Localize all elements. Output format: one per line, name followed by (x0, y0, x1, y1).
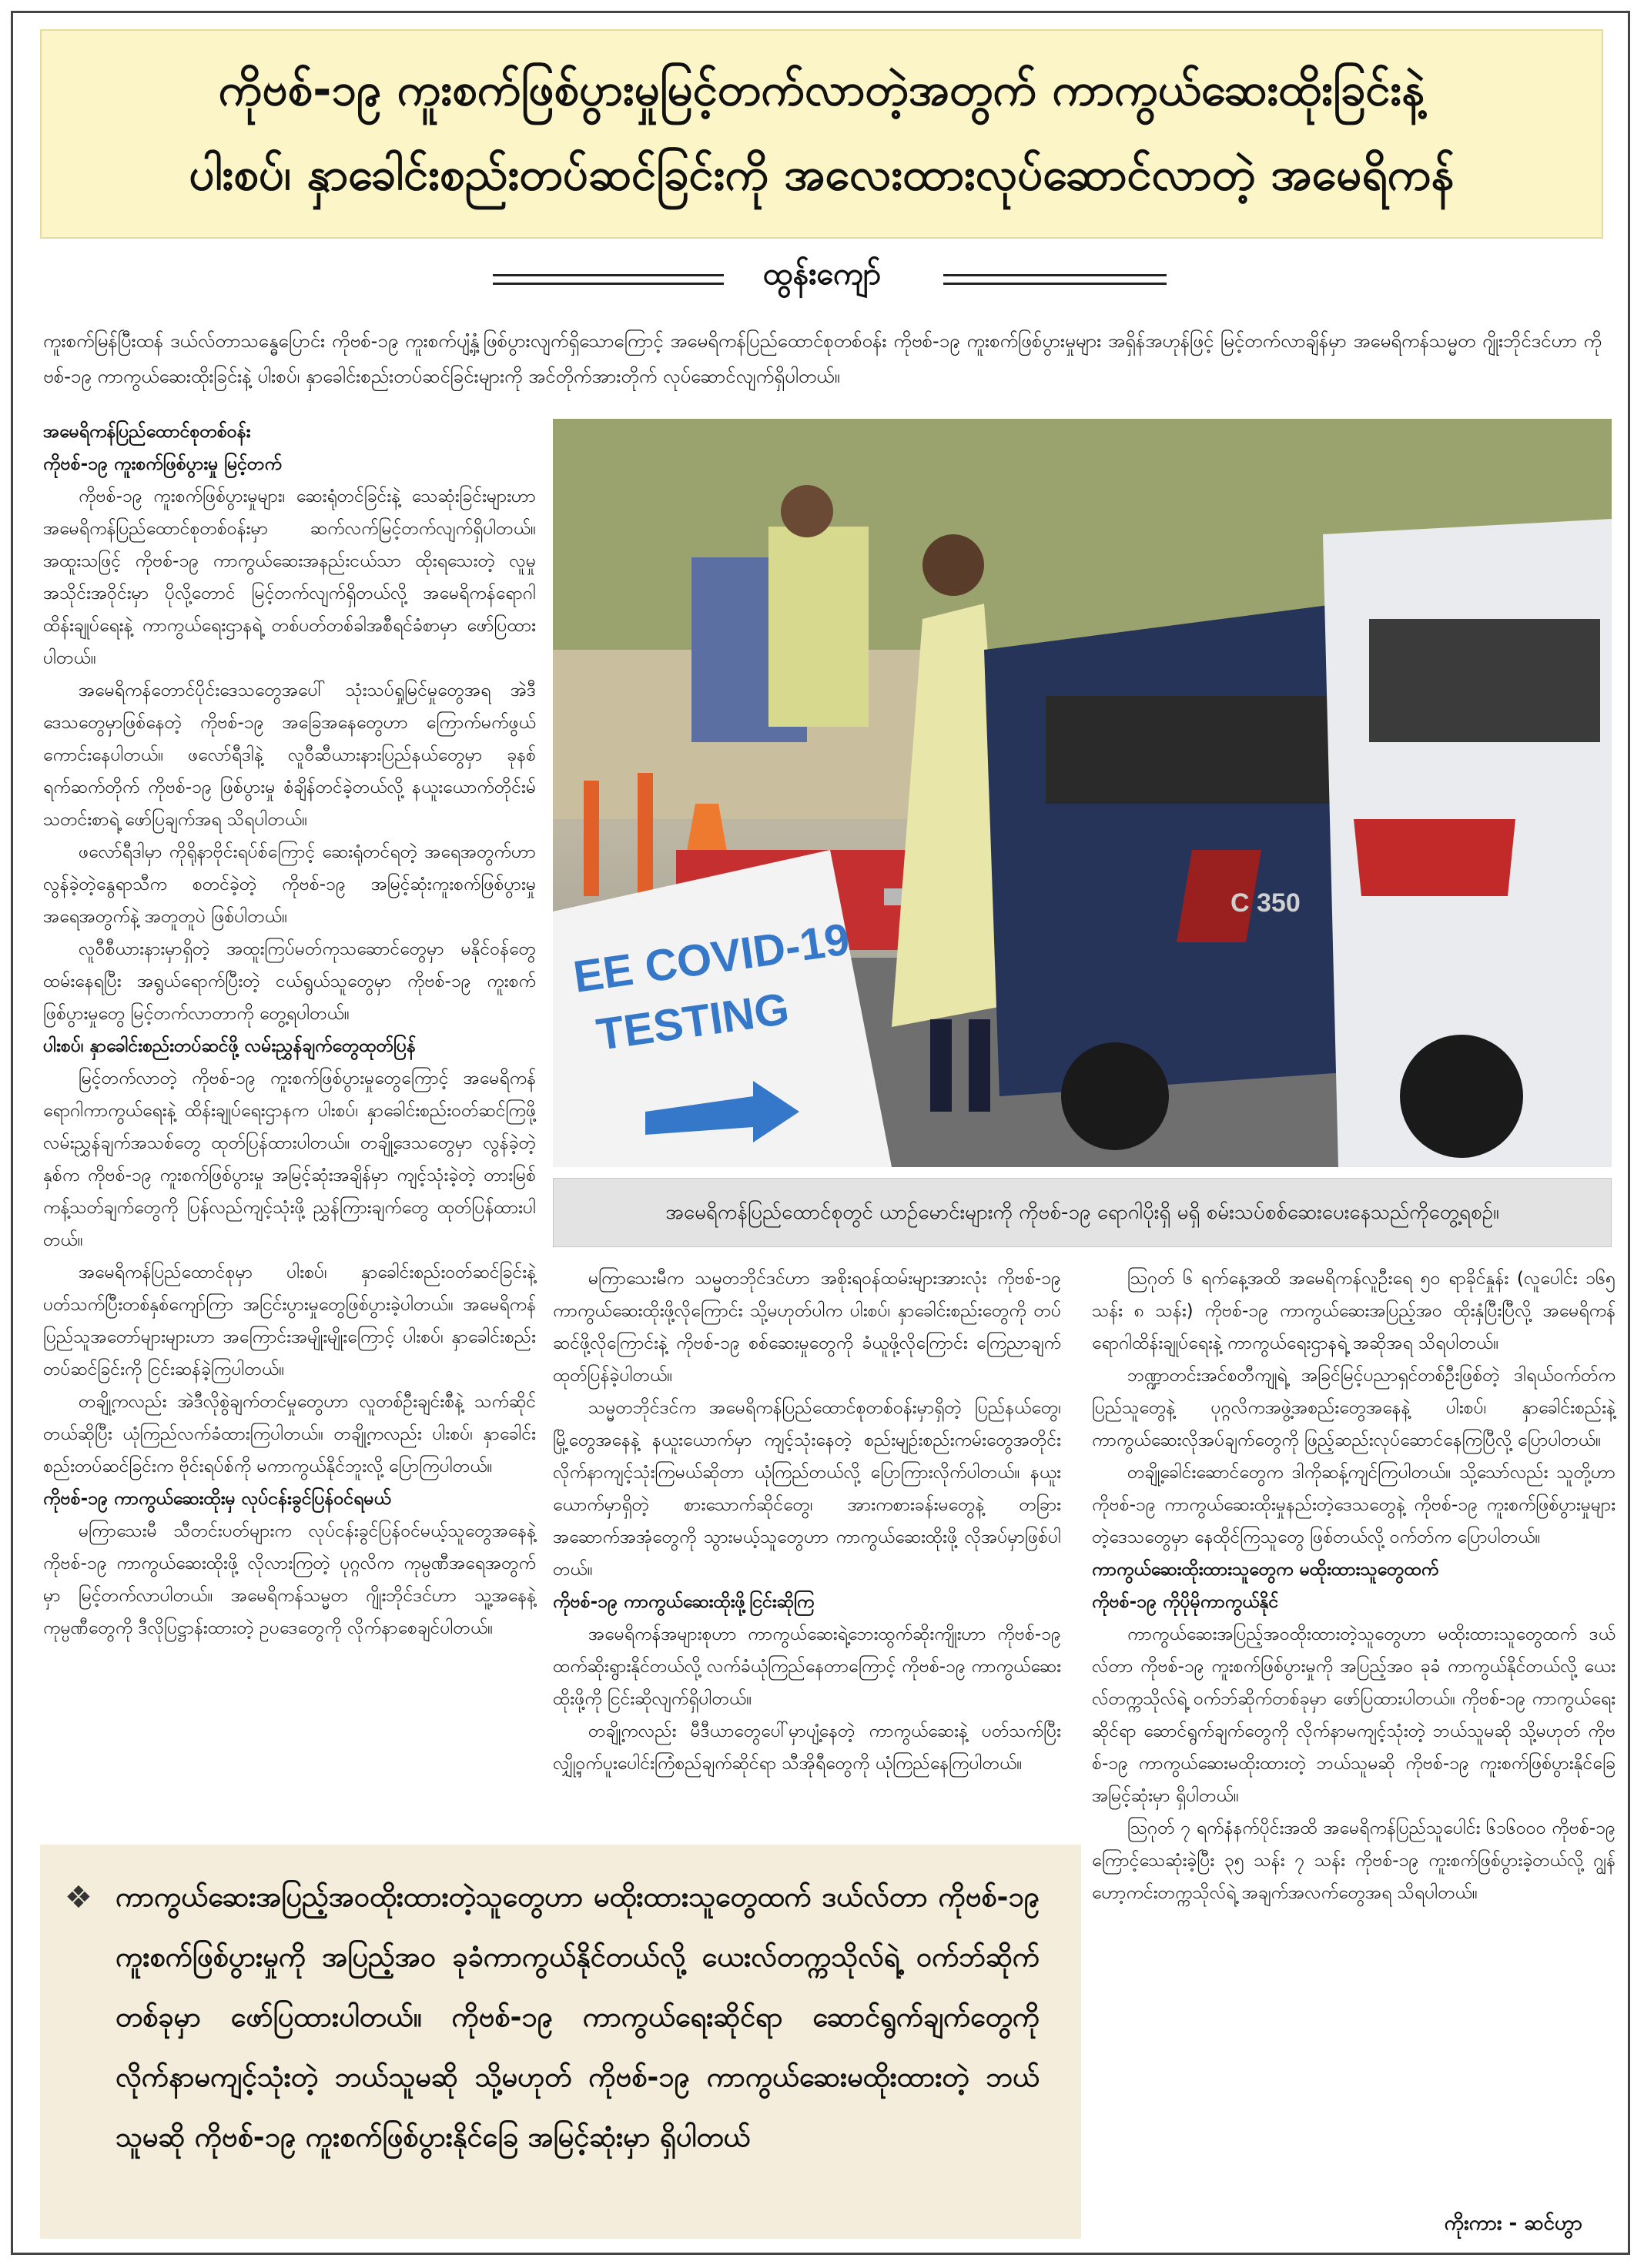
paragraph: တချို့ကလည်း အဲဒီလိုစွဲချက်တင်မှုတွေဟာ လူတစ်ဦးချင်းစီနဲ့ သက်ဆိုင်တယ်ဆိုပြီး ယုံကြည်လက်ခံထားကြပါတယ်။ တချို့ကလည်း ပါးစပ်၊ နှာခေါင်းစည်းတပ်ဆင်ခြင်းက ဗိုင်းရပ်စ်ကို မကာကွယ်နိုင်ဘူးလို့ ပြောကြပါတယ်။ (43, 1392, 536, 1477)
photo-caption: အမေရိကန်ပြည်ထောင်စုတွင် ယာဉ်မောင်းများကို ကိုဗစ်-၁၉ ရောဂါပိုးရှိ မရှိ စမ်းသပ်စစ်ဆေးပေးနေသည်ကိုတွေ့ရစဉ်။ (553, 1178, 1612, 1247)
paragraph: မကြာသေးမီ သီတင်းပတ်များက လုပ်ငန်းခွင်ပြန်ဝင်မယ့်သူတွေအနေနဲ့ ကိုဗစ်-၁၉ ကာကွယ်ဆေးထိုးဖို့ လိုလားကြတဲ့ ပုဂ္ဂလိက ကုမ္ပဏီအရေအတွက်မှာ မြင့်တက်လာပါတယ်။ အမေရိကန်သမ္မတ ဂျိုးဘိုင်ဒင်ဟာ သူ့အနေနဲ့ ကုမ္ပဏီတွေကို ဒီလိုပြဋ္ဌာန်းထားတဲ့ ဥပဒေတွေကို လိုက်နာစေချင်ပါတယ်။ (43, 1521, 536, 1638)
byline-rule-right (943, 274, 1167, 285)
right-column (1092, 1263, 1616, 1909)
paragraph: မြင့်တက်လာတဲ့ ကိုဗစ်-၁၉ ကူးစက်ဖြစ်ပွားမှုတွေကြောင့် အမေရိကန်ရောဂါကာကွယ်ရေးနဲ့ ထိန်းချုပ်ရေးဌာနက ပါးစပ်၊ နှာခေါင်းစည်းဝတ်ဆင်ကြဖို့ လမ်းညွှန်ချက်အသစ်တွေ ထုတ်ပြန်ထားပါတယ်။ တချို့ဒေသတွေမှာ လွန်ခဲ့တဲ့နှစ်က ကိုဗစ်-၁၉ ကူးစက်ဖြစ်ပွားမှု အမြင့်ဆုံးအချိန်မှာ ကျင့်သုံးခဲ့တဲ့ တားမြစ်ကန့်သတ်ချက်တွေကို ပြန်လည်ကျင့်သုံးဖို့ ညွှန်ကြားချက်တွေ ထုတ်ပြန်ထားပါတယ်။ (43, 1069, 536, 1250)
paragraph: တချို့ကလည်း မီဒီယာတွေပေါ်မှာပျံ့နေတဲ့ ကာကွယ်ဆေးနဲ့ ပတ်သက်ပြီး လျှို့ဝှက်ပူးပေါင်းကြံစည်ချက်ဆိုင်ရာ သီအိုရီတွေကို ယုံကြည်နေကြပါတယ်။ (553, 1721, 1061, 1774)
diamond-bullet-icon: ❖ (65, 1880, 92, 1915)
paragraph: တချို့ခေါင်းဆောင်တွေက ဒါကိုဆန့်ကျင်ကြပါတယ်။ သို့သော်လည်း သူတို့ဟာ ကိုဗစ်-၁၉ ကာကွယ်ဆေးထိုးမှုနည်းတဲ့ဒေသတွေနဲ့ ကိုဗစ်-၁၉ ကူးစက်ဖြစ်ပွားမှုများတဲ့ဒေသတွေမှာ နေထိုင်ကြသူတွေ ဖြစ်တယ်လို့ ဝက်တ်က ပြောပါတယ်။ (1092, 1463, 1616, 1547)
paragraph: အမေရိကန်ပြည်ထောင်စုမှာ ပါးစပ်၊ နှာခေါင်းစည်းဝတ်ဆင်ခြင်းနဲ့ပတ်သက်ပြီးတစ်နှစ်ကျော်ကြာ အငြင်းပွားမှုတွေဖြစ်ပွားခဲ့ပါတယ်။ အမေရိကန်ပြည်သူအတော်များများဟာ အကြောင်းအမျိုးမျိုးကြောင့် ပါးစပ်၊ နှာခေါင်းစည်းတပ်ဆင်ခြင်းကို ငြင်းဆန်ခဲ့ကြပါတယ်။ (43, 1263, 536, 1380)
paragraph: အမေရိကန်တောင်ပိုင်းဒေသတွေအပေါ် သုံးသပ်ရှုမြင်မှုတွေအရ အဲဒီဒေသတွေမှာဖြစ်နေတဲ့ ကိုဗစ်-၁၉ အခြေအနေတွေဟာ ကြောက်မက်ဖွယ်ကောင်းနေပါတယ်။ ဖလော်ရီဒါနဲ့ လူဝီဆီယားနားပြည်နယ်တွေမှာ ခုနစ်ရက်ဆက်တိုက် ကိုဗစ်-၁၉ ဖြစ်ပွားမှု စံချိန်တင်ခဲ့တယ်လို့ နယူးယောက်တိုင်းမ်သတင်းစာရဲ့ ဖော်ပြချက်အရ သိရပါတယ်။ (43, 681, 536, 830)
source-credit: ကိုးကား - ဆင်ဟွာ (1444, 2212, 1582, 2235)
paragraph: ဘဏ္ဍာတင်းအင်စတီကျုရဲ့ အခြင်မြင့်ပညာရှင်တစ်ဦးဖြစ်တဲ့ ဒါရယ်ဝက်တ်က ပြည်သူတွေနဲ့ ပုဂ္ဂလိကအဖွဲ့အစည်းတွေအနေနဲ့ ပါးစပ်၊ နှာခေါင်းစည်းနဲ့ ကာကွယ်ဆေးလိုအပ်ချက်တွေကို ဖြည့်ဆည်းလုပ်ဆောင်နေကြပြီလို့ ပြောပါတယ်။ (1092, 1366, 1616, 1450)
paragraph: အမေရိကန်အများစုဟာ ကာကွယ်ဆေးရဲ့ဘေးထွက်ဆိုးကျိုးဟာ ကိုဗစ်-၁၉ ထက်ဆိုးရွားနိုင်တယ်လို့ လက်ခံယုံကြည်နေတာကြောင့် ကိုဗစ်-၁၉ ကာကွယ်ဆေးထိုးဖို့ကို ငြင်းဆိုလျက်ရှိပါတယ်။ (553, 1624, 1061, 1709)
section-heading: အမေရိကန်ပြည်ထောင်စုတစ်ဝန်း (43, 422, 251, 442)
car-badge: C 350 (1230, 888, 1301, 918)
paragraph: သမ္မတဘိုင်ဒင်က အမေရိကန်ပြည်ထောင်စုတစ်ဝန်းမှာရှိတဲ့ ပြည်နယ်တွေ၊ မြို့တွေအနေနဲ့ နယူးယောက်မှာ ကျင့်သုံးနေတဲ့ စည်းမျဉ်းစည်းကမ်းတွေအတိုင်း လိုက်နာကျင့်သုံးကြမယ်ဆိုတာ ယုံကြည်တယ်လို့ ပြောကြားလိုက်ပါတယ်။ နယူးယောက်မှာရှိတဲ့ စားသောက်ဆိုင်တွေ၊ အားကစားခန်းမတွေနဲ့ တခြားအဆောက်အအုံတွေကို သွားမယ့်သူတွေဟာ ကာကွယ်ဆေးထိုးဖို့ လိုအပ်မှာဖြစ်ပါတယ်။ (553, 1398, 1061, 1580)
photo-illustration (553, 419, 1612, 1167)
middle-column (553, 1263, 1061, 1780)
paragraph: ကိုဗစ်-၁၉ ကူးစက်ဖြစ်ပွားမှုများ၊ ဆေးရုံတင်ခြင်းနဲ့ သေဆုံးခြင်းများဟာ အမေရိကန်ပြည်ထောင်စုတစ်ဝန်းမှာ ဆက်လက်မြင့်တက်လျက်ရှိပါတယ်။ အထူးသဖြင့် ကိုဗစ်-၁၉ ကာကွယ်ဆေးအနည်းငယ်သာ ထိုးရသေးတဲ့ လူမှုအသိုင်းအဝိုင်းမှာ ပိုလို့တောင် မြင့်တက်လျက်ရှိတယ်လို့ အမေရိကန်ရောဂါထိန်းချုပ်ရေးနဲ့ ကာကွယ်ရေးဌာနရဲ့ တစ်ပတ်တစ်ခါအစီရင်ခံစာမှာ ဖော်ပြထားပါတယ်။ (43, 487, 536, 668)
left-column (43, 416, 536, 1644)
byline: ထွန်းကျော် (762, 256, 882, 292)
section-heading: ကိုဗစ်-၁၉ ကူးစက်ဖြစ်ပွားမှု မြင့်တက် (43, 454, 282, 474)
intro-paragraph: ကူးစက်မြန်ပြီးထန် ဒယ်လ်တာသန္ဓေပြောင်း ကိုဗစ်-၁၉ ကူးစက်ပျံ့နှံ့ဖြစ်ပွားလျက်ရှိသောကြောင့် အမေရိကန်ပြည်ထောင်စုတစ်ဝန်း ကိုဗစ်-၁၉ ကူးစက်ဖြစ်ပွားမှုများ အရှိန်အဟုန်ဖြင့် မြင့်တက်လာချိန်မှာ အမေရိကန်သမ္မတ ဂျိုးဘိုင်ဒင်ဟာ ကိုဗစ်-၁၉ ကာကွယ်ဆေးထိုးခြင်းနဲ့ ပါးစပ်၊ နှာခေါင်းစည်းတပ်ဆင်ခြင်းများကို အင်တိုက်အားတိုက် လုပ်ဆောင်လျက်ရှိပါတယ်။ (43, 330, 1602, 387)
paragraph: လူဝီစီယားနားမှာရှိတဲ့ အထူးကြပ်မတ်ကုသဆောင်တွေမှာ မနိုင်ဝန်တွေထမ်းနေရပြီး အရွယ်ရောက်ပြီးတဲ့ ငယ်ရွယ်သူတွေမှာ ကိုဗစ်-၁၉ ကူးစက်ဖြစ်ပွားမှုတွေ မြင့်တက်လာတာကို တွေ့ရပါတယ်။ (43, 939, 536, 1024)
headline-line-2: ပါးစပ်၊ နှာခေါင်းစည်းတပ်ဆင်ခြင်းကို အလေးထားလုပ်ဆောင်လာတဲ့ အမေရိကန် (189, 148, 1455, 200)
paragraph: ဩဂုတ် ၆ ရက်နေ့အထိ အမေရိကန်လူဦးရေ ၅၀ ရာခိုင်နှုန်း (လူပေါင်း ၁၆၅ သန်း ၈ သန်း) ကိုဗစ်-၁၉ ကာကွယ်ဆေးအပြည့်အဝ ထိုးနှံပြီးပြီလို့ အမေရိကန်ရောဂါထိန်းချုပ်ရေးနဲ့ ကာကွယ်ရေးဌာနရဲ့ အဆိုအရ သိရပါတယ်။ (1092, 1269, 1616, 1353)
headline-line-1: ကိုဗစ်-၁၉ ကူးစက်ဖြစ်ပွားမှုမြင့်တက်လာတဲ့အတွက် ကာကွယ်ဆေးထိုးခြင်းနဲ့ (218, 63, 1425, 115)
sign-line-2: TESTING (593, 983, 792, 1060)
paragraph: မကြာသေးမီက သမ္မတဘိုင်ဒင်ဟာ အစိုးရဝန်ထမ်းများအားလုံး ကိုဗစ်-၁၉ ကာကွယ်ဆေးထိုးဖို့လိုကြောင်း သို့မဟုတ်ပါက ပါးစပ်၊ နှာခေါင်းစည်းတွေကို တပ်ဆင်ဖို့လိုကြောင်းနဲ့ ကိုဗစ်-၁၉ စစ်ဆေးမှုတွေကို ခံယူဖို့လိုကြောင်း ကြေညာချက်ထုတ်ပြန်ခဲ့ပါတယ်။ (553, 1269, 1061, 1386)
section-heading: ပါးစပ်၊ နှာခေါင်းစည်းတပ်ဆင်ဖို့ လမ်းညွှန်ချက်တွေထုတ်ပြန် (43, 1036, 416, 1056)
pull-quote-text: ကာကွယ်ဆေးအပြည့်အဝထိုးထားတဲ့သူတွေဟာ မထိုးထားသူတွေထက် ဒယ်လ်တာ ကိုဗစ်-၁၉ ကူးစက်ဖြစ်ပွားမှုကို အပြည့်အဝ ခုခံကာကွယ်နိုင်တယ်လို့ ယေးလ်တက္ကသိုလ်ရဲ့ ဝက်ဘ်ဆိုက်တစ်ခုမှာ ဖော်ပြထားပါတယ်။ ကိုဗစ်-၁၉ ကာကွယ်ရေးဆိုင်ရာ ဆောင်ရွက်ချက်တွေကို လိုက်နာမကျင့်သုံးတဲ့ ဘယ်သူမဆို သို့မဟုတ် ကိုဗစ်-၁၉ ကာကွယ်ဆေးမထိုးထားတဲ့ ဘယ်သူမဆို ကိုဗစ်-၁၉ ကူးစက်ဖြစ်ပွားနိုင်ခြေ အမြင့်ဆုံးမှာ ရှိပါတယ် (116, 1882, 1040, 2153)
headline-box (40, 29, 1603, 239)
paragraph: ကာကွယ်ဆေးအပြည့်အဝထိုးထားတဲ့သူတွေဟာ မထိုးထားသူတွေထက် ဒယ်လ်တာ ကိုဗစ်-၁၉ ကူးစက်ဖြစ်ပွားမှုကို အပြည့်အဝ ခုခံ ကာကွယ်နိုင်တယ်လို့ ယေးလ်တက္ကသိုလ်ရဲ့ ဝက်ဘ်ဆိုက်တစ်ခုမှာ ဖော်ပြထားပါတယ်။ ကိုဗစ်-၁၉ ကာကွယ်ရေးဆိုင်ရာ ဆောင်ရွက်ချက်တွေကို လိုက်နာမကျင့်သုံးတဲ့ ဘယ်သူမဆို သို့မဟုတ် ကိုဗစ်-၁၉ ကာကွယ်ဆေးမထိုးထားတဲ့ ဘယ်သူမဆို ကိုဗစ်-၁၉ ကူးစက်ဖြစ်ပွားနိုင်ခြေ အမြင့်ဆုံးမှာ ရှိပါတယ်။ (1092, 1624, 1616, 1806)
news-photo (553, 419, 1612, 1167)
section-heading: ကိုဗစ်-၁၉ ကာကွယ်ဆေးထိုးဖို့ငြင်းဆိုကြ (553, 1592, 815, 1612)
section-heading: ကိုဗစ်-၁၉ ကာကွယ်ဆေးထိုးမှ လုပ်ငန်းခွင်ပြန်ဝင်ရမယ် (43, 1489, 391, 1509)
section-heading: ကိုဗစ်-၁၉ ကိုပိုမိုကာကွယ်နိုင် (1092, 1592, 1279, 1612)
paragraph: ဩဂုတ် ၇ ရက်နံနက်ပိုင်းအထိ အမေရိကန်ပြည်သူပေါင်း ၆၁၆၀၀၀ ကိုဗစ်-၁၉ ကြောင့်သေဆုံးခဲ့ပြီး ၃၅ သန်း ၇ သန်း ကိုဗစ်-၁၉ ကူးစက်ဖြစ်ပွားခဲ့တယ်လို့ ဂျွန်ဟော့ကင်းတက္ကသိုလ်ရဲ့ အချက်အလက်တွေအရ သိရပါတယ်။ (1092, 1818, 1616, 1903)
sign-line-1: EE COVID-19 (570, 914, 853, 1002)
section-heading: ကာကွယ်ဆေးထိုးထားသူတွေက မထိုးထားသူတွေထက် (1092, 1560, 1439, 1580)
paragraph: ဖလော်ရီဒါမှာ ကိုရိုနာဗိုင်းရပ်စ်ကြောင့် ဆေးရုံတင်ရတဲ့ အရေအတွက်ဟာ လွန်ခဲ့တဲ့နွေရာသီက စတင်ခဲ့တဲ့ ကိုဗစ်-၁၉ အမြင့်ဆုံးကူးစက်ဖြစ်ပွားမှုအရေအတွက်နဲ့ အတူတူပဲ ဖြစ်ပါတယ်။ (43, 842, 536, 927)
